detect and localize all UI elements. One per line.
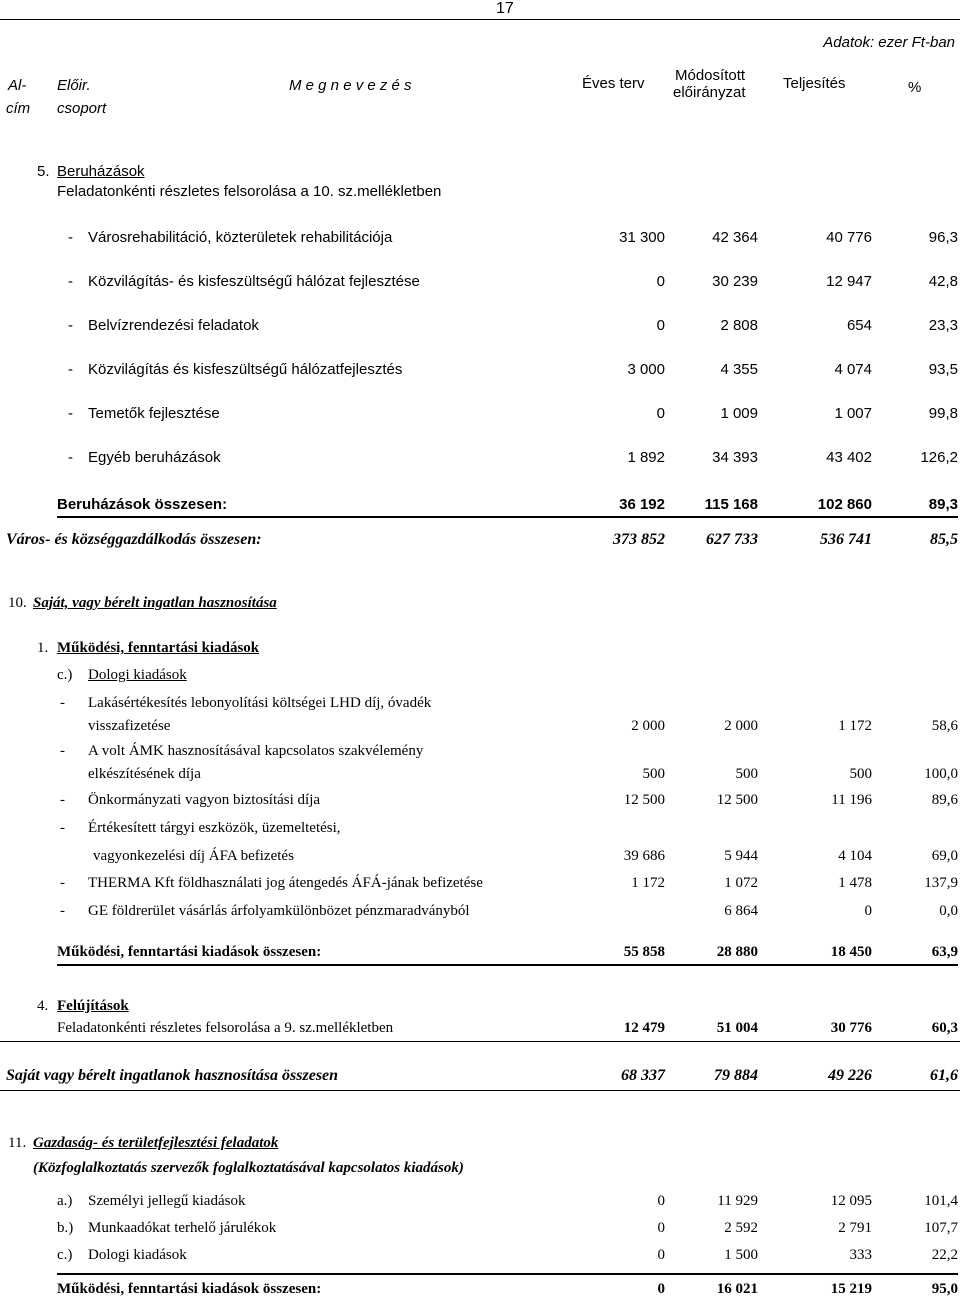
s2-cat-title: Dologi kiadások [88, 667, 187, 683]
s2-row-value: 1 172 [631, 875, 665, 891]
header-eloir: Előir. [57, 77, 91, 94]
s3-total-v4: 95,0 [931, 1281, 958, 1297]
s1-row-value: 43 402 [826, 449, 872, 466]
s2-num: 10. [8, 595, 27, 611]
s1-row-value: 0 [656, 273, 665, 290]
s3-total-v3: 15 219 [830, 1281, 872, 1297]
s2-row-label: THERMA Kft földhasználati jog átengedés ÁFÁ-jának befizetése [88, 875, 483, 891]
s2-row-value: 1 478 [838, 875, 872, 891]
s2-cat-num: c.) [57, 667, 73, 683]
s1-row-value: 99,8 [928, 405, 958, 422]
s3-subtitle: (Közfoglalkoztatás szervezők foglalkoztatásával kapcsolatos kiadások) [33, 1160, 464, 1176]
s2-grand-label: Saját vagy bérelt ingatlanok hasznosítása összesen [6, 1067, 339, 1084]
s3-total-v1: 0 [657, 1281, 665, 1297]
s3-row-value: 12 095 [830, 1193, 872, 1209]
s2-row-value: 0,0 [939, 903, 958, 919]
s3-row-value: 1 500 [724, 1247, 758, 1263]
s2-row-value: 39 686 [623, 848, 665, 864]
list-bullet: - [60, 903, 65, 919]
s1-row-value: 0 [656, 317, 665, 334]
header-eves-terv: Éves terv [582, 75, 645, 92]
s2-row-value: 4 104 [838, 848, 872, 864]
s2-row-label: Önkormányzati vagyon biztosítási díja [88, 792, 321, 808]
s1-row-value: 1 892 [627, 449, 665, 466]
s3-row-value: 101,4 [924, 1193, 958, 1209]
s1-row-value: 34 393 [712, 449, 758, 466]
s1-row-label: Városrehabilitáció, közterületek rehabilitációja [88, 229, 393, 246]
s2-row-value: 1 172 [838, 718, 872, 734]
s2-fel-note: Feladatonkénti részletes felsorolása a 9. sz.mellékletben [57, 1020, 394, 1036]
s3-row-value: 333 [849, 1247, 872, 1263]
s1-row-value: 1 009 [720, 405, 758, 422]
list-bullet: - [60, 792, 65, 808]
s1-row-value: 4 074 [834, 361, 872, 378]
s1-row-value: 12 947 [826, 273, 872, 290]
s3-total-label: Működési, fenntartási kiadások összesen: [57, 1281, 322, 1297]
s2-total-v1: 55 858 [623, 944, 665, 960]
s3-row-label: Személyi jellegű kiadások [88, 1193, 246, 1209]
s2-fel-num: 4. [37, 998, 49, 1014]
list-bullet: - [60, 743, 65, 759]
s3-row-value: 0 [657, 1193, 665, 1209]
s2-row-value: 5 944 [724, 848, 758, 864]
grand1-label: Város- és községgazdálkodás összesen: [6, 531, 262, 548]
s1-num: 5. [37, 163, 50, 180]
s2-sub-num: 1. [37, 640, 49, 656]
s2-row-value: 500 [735, 766, 758, 782]
s2-row-value: 12 500 [716, 792, 758, 808]
s2-row-label: Értékesített tárgyi eszközök, üzemeltetési, [88, 820, 341, 836]
s3-row-value: 0 [657, 1247, 665, 1263]
s1-row-value: 42,8 [928, 273, 958, 290]
header-modositott: Módosított [675, 67, 746, 84]
s3-row-num: b.) [57, 1220, 74, 1236]
s2-row-value: 11 196 [831, 792, 872, 808]
s2-fel-title: Felújítások [57, 998, 129, 1014]
header-pct: % [908, 79, 922, 96]
s1-title: Beruházások [57, 163, 145, 180]
s2-row-value: 0 [864, 903, 872, 919]
s2-row-label-2: visszafizetése [88, 718, 171, 734]
s1-row-value: 654 [846, 317, 872, 334]
s3-row-num: a.) [57, 1193, 73, 1209]
s3-row-label: Munkaadókat terhelő járulékok [88, 1220, 277, 1236]
s2-row-value: 137,9 [924, 875, 958, 891]
s2-total-rule [57, 964, 958, 966]
s2-row-value: 100,0 [924, 766, 958, 782]
s3-title: Gazdaság- és területfejlesztési feladatok [33, 1135, 279, 1151]
grand1-v2: 627 733 [706, 531, 758, 548]
s2-row-value: 500 [849, 766, 872, 782]
header-rule [0, 19, 960, 20]
s3-row-value: 2 592 [724, 1220, 758, 1236]
s1-row-value: 23,3 [928, 317, 958, 334]
s2-row-value: 58,6 [931, 718, 958, 734]
grand1-v4: 85,5 [930, 531, 958, 548]
header-eloirany: előirányzat [673, 84, 746, 101]
s2-grand-v4: 61,6 [930, 1067, 958, 1084]
s2-fel-rule [0, 1041, 960, 1042]
s1-row-value: 93,5 [928, 361, 958, 378]
s2-row-value: 2 000 [724, 718, 758, 734]
s2-sub-title: Működési, fenntartási kiadások [57, 640, 260, 656]
s1-row-value: 126,2 [920, 449, 958, 466]
s1-row-label: Egyéb beruházások [88, 449, 221, 466]
s1-total-label: Beruházások összesen: [57, 496, 228, 513]
header-eloir-2: csoport [57, 100, 107, 117]
list-bullet: - [68, 317, 73, 334]
header-alcim-2: cím [6, 100, 31, 117]
s2-total-v4: 63,9 [931, 944, 958, 960]
s1-row-value: 1 007 [834, 405, 872, 422]
grand1-v3: 536 741 [820, 531, 872, 548]
s2-grand-v1: 68 337 [621, 1067, 665, 1084]
s1-row-label: Temetők fejlesztése [88, 405, 220, 422]
s3-row-value: 107,7 [924, 1220, 958, 1236]
s3-row-value: 11 929 [717, 1193, 758, 1209]
s1-row-label: Közvilágítás- és kisfeszültségű hálózat fejlesztése [88, 273, 420, 290]
s2-row-value: 2 000 [631, 718, 665, 734]
list-bullet: - [68, 361, 73, 378]
s2-title: Saját, vagy bérelt ingatlan hasznosítása [33, 595, 277, 611]
units-note: Adatok: ezer Ft-ban [823, 34, 955, 51]
s2-row-value: 1 072 [724, 875, 758, 891]
s2-row-label-2: elkészítésének díja [88, 766, 201, 782]
list-bullet: - [68, 449, 73, 466]
s2-fel-v4: 60,3 [931, 1020, 958, 1036]
s2-grand-v3: 49 226 [828, 1067, 872, 1084]
s1-row-value: 4 355 [720, 361, 758, 378]
s3-row-value: 0 [657, 1220, 665, 1236]
s1-row-value: 30 239 [712, 273, 758, 290]
s2-row-value: 89,6 [931, 792, 958, 808]
header-alcim: Al- [8, 77, 27, 94]
list-bullet: - [68, 405, 73, 422]
list-bullet: - [60, 875, 65, 891]
s2-row-value: 69,0 [931, 848, 958, 864]
s3-total-rule [57, 1273, 958, 1275]
s2-total-label: Működési, fenntartási kiadások összesen: [57, 944, 322, 960]
page-number: 17 [496, 0, 514, 17]
s2-total-v3: 18 450 [830, 944, 872, 960]
s3-row-num: c.) [57, 1247, 73, 1263]
s1-row-value: 96,3 [928, 229, 958, 246]
s3-num: 11. [8, 1135, 27, 1151]
s2-row-label-2: vagyonkezelési díj ÁFA befizetés [93, 848, 294, 864]
s2-row-value: 12 500 [623, 792, 665, 808]
s2-row-label: Lakásértékesítés lebonyolítási költségei LHD díj, óvadék [88, 695, 432, 711]
list-bullet: - [68, 273, 73, 290]
s1-total-v3: 102 860 [817, 496, 872, 513]
s1-total-v4: 89,3 [928, 496, 958, 513]
s2-row-value: 6 864 [724, 903, 758, 919]
s3-total-v2: 16 021 [716, 1281, 758, 1297]
s2-fel-v2: 51 004 [716, 1020, 758, 1036]
s1-total-v1: 36 192 [619, 496, 665, 513]
s1-row-value: 40 776 [826, 229, 872, 246]
s2-grand-rule [0, 1090, 960, 1091]
list-bullet: - [60, 695, 65, 711]
s1-row-value: 3 000 [627, 361, 665, 378]
s3-row-value: 2 791 [838, 1220, 872, 1236]
s2-row-label: GE földrerület vásárlás árfolyamkülönbözet pénzmaradványból [88, 903, 470, 919]
s1-row-value: 42 364 [712, 229, 758, 246]
s1-total-rule [57, 516, 958, 518]
s2-fel-v3: 30 776 [830, 1020, 872, 1036]
s1-row-label: Belvízrendezési feladatok [88, 317, 259, 334]
s2-row-value: 500 [642, 766, 665, 782]
header-teljesites: Teljesítés [783, 75, 846, 92]
s1-row-label: Közvilágítás és kisfeszültségű hálózatfejlesztés [88, 361, 403, 378]
s2-fel-v1: 12 479 [623, 1020, 665, 1036]
grand1-v1: 373 852 [613, 531, 665, 548]
s1-note: Feladatonkénti részletes felsorolása a 10. sz.mellékletben [57, 183, 442, 200]
s2-row-label: A volt ÁMK hasznosításával kapcsolatos szakvélemény [88, 743, 424, 759]
s1-row-value: 2 808 [720, 317, 758, 334]
s2-grand-v2: 79 884 [714, 1067, 758, 1084]
list-bullet: - [68, 229, 73, 246]
s1-row-value: 0 [656, 405, 665, 422]
list-bullet: - [60, 820, 65, 836]
s3-row-label: Dologi kiadások [88, 1247, 187, 1263]
s2-total-v2: 28 880 [716, 944, 758, 960]
s1-row-value: 31 300 [619, 229, 665, 246]
s3-row-value: 22,2 [931, 1247, 958, 1263]
s1-total-v2: 115 168 [704, 496, 758, 513]
header-megnevezes: M e g n e v e z é s [289, 77, 412, 94]
